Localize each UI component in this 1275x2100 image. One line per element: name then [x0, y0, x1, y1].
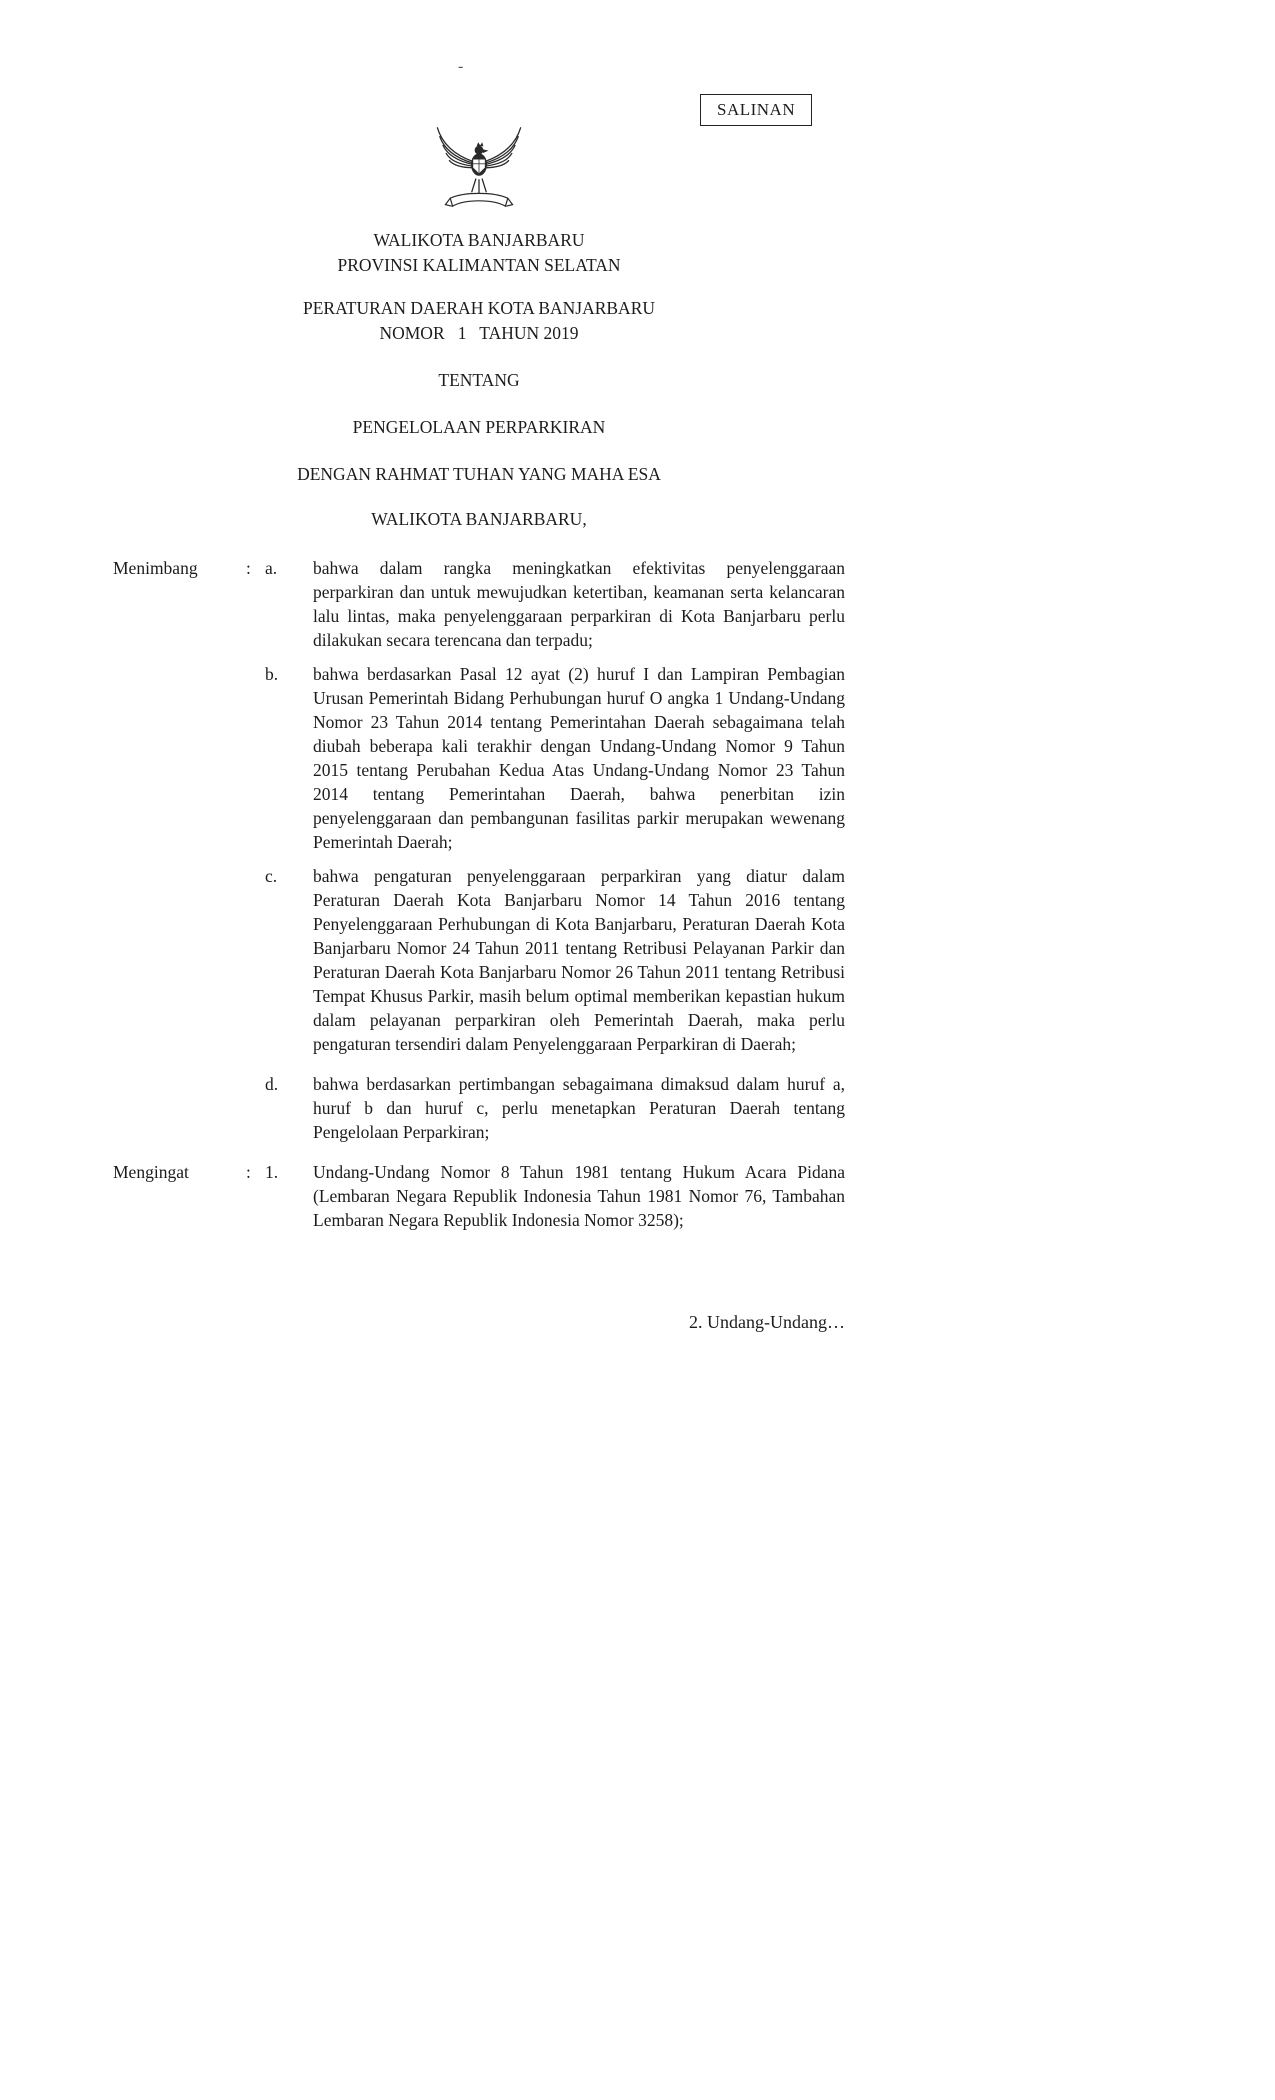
item-text: bahwa berdasarkan Pasal 12 ayat (2) huruf I dan Lampiran Pembagian Urusan Pemerintah Bidang Perhubungan huruf O angka 1 Undang-Undang Nomor 23 Tahun 2014 tentang Pemerintahan Daerah sebagaimana telah diubah beberapa kali terakhir dengan Undang-Undang Nomor 9 Tahun 2015 tentang Perubahan Kedua Atas Undang-Undang Nomor 23 Tahun 2014 tentang Pemerintahan Daerah, bahwa penerbitan izin penyelenggaraan dan pembangunan fasilitas parkir merupakan wewenang Pemerintah Daerah; [313, 664, 845, 852]
item-text: bahwa pengaturan penyelenggaraan perparkiran yang diatur dalam Peraturan Daerah Kota Banjarbaru Nomor 14 Tahun 2016 tentang Penyelenggaraan Perhubungan di Kota Banjarbaru, Peraturan Daerah Kota Banjarbaru Nomor 24 Tahun 2011 tentang Retribusi Pelayanan Parkir dan Peraturan Daerah Kota Banjarbaru Nomor 26 Tahun 2011 tentang Retribusi Tempat Khusus Parkir, masih belum optimal memberikan kepastian hukum dalam pelayanan perparkiran oleh Pemerintah Daerah, maka perlu pengaturan tersendiri dalam Penyelenggaraan Perparkiran di Daerah; [313, 866, 845, 1054]
recalling-colon: : [246, 1162, 251, 1182]
recalling-item [113, 1160, 845, 1232]
considering-item [113, 1072, 845, 1144]
preamble-section [113, 556, 845, 1232]
salinan-stamp: SALINAN [700, 94, 812, 126]
office-heading [113, 228, 845, 278]
regulation-title [113, 296, 845, 346]
item-marker: 1. [265, 1162, 279, 1182]
considering-item [113, 556, 845, 652]
about-label: TENTANG [438, 370, 520, 390]
about-subject: PENGELOLAAN PERPARKIRAN [352, 417, 606, 437]
item-text: bahwa dalam rangka meningkatkan efektivitas penyelenggaraan perparkiran dan untuk mewujudkan ketertiban, keamanan serta kelancaran lalu lintas, maka penyelenggaraan perparkiran di Kota Banjarbaru perlu dilakukan secara terencana dan terpadu; [313, 558, 845, 650]
item-marker: d. [265, 1074, 279, 1094]
regulation-number: NOMOR 1 TAHUN 2019 [379, 323, 579, 343]
recalling-label: Mengingat [113, 1162, 189, 1182]
item-marker: c. [265, 866, 278, 886]
enacting-official: WALIKOTA BANJARBARU, [371, 509, 587, 529]
regulation-title-line1: PERATURAN DAERAH KOTA BANJARBARU [302, 298, 656, 318]
top-page-mark: - [458, 58, 464, 75]
considering-item [113, 864, 845, 1056]
considering-colon: : [246, 558, 251, 578]
document-content [113, 0, 845, 1334]
emblem-container [113, 115, 845, 220]
item-text: Undang-Undang Nomor 8 Tahun 1981 tentang Hukum Acara Pidana (Lembaran Negara Republik Indonesia Tahun 1981 Nomor 76, Tambahan Lembaran Negara Republik Indonesia Nomor 3258); [313, 1162, 845, 1230]
item-marker: a. [265, 558, 278, 578]
item-marker: b. [265, 664, 279, 684]
garuda-pancasila-icon [423, 115, 535, 220]
item-text: bahwa berdasarkan pertimbangan sebagaimana dimaksud dalam huruf a, huruf b dan huruf c, perlu menetapkan Peraturan Daerah tentang Pengelolaan Perparkiran; [313, 1074, 845, 1142]
considering-label: Menimbang [113, 558, 198, 578]
considering-item [113, 662, 845, 854]
page-catchword: 2. Undang-Undang… [689, 1312, 845, 1332]
office-name: WALIKOTA BANJARBARU [373, 230, 585, 250]
province-name: PROVINSI KALIMANTAN SELATAN [337, 255, 621, 275]
invocation-line: DENGAN RAHMAT TUHAN YANG MAHA ESA [297, 464, 661, 484]
